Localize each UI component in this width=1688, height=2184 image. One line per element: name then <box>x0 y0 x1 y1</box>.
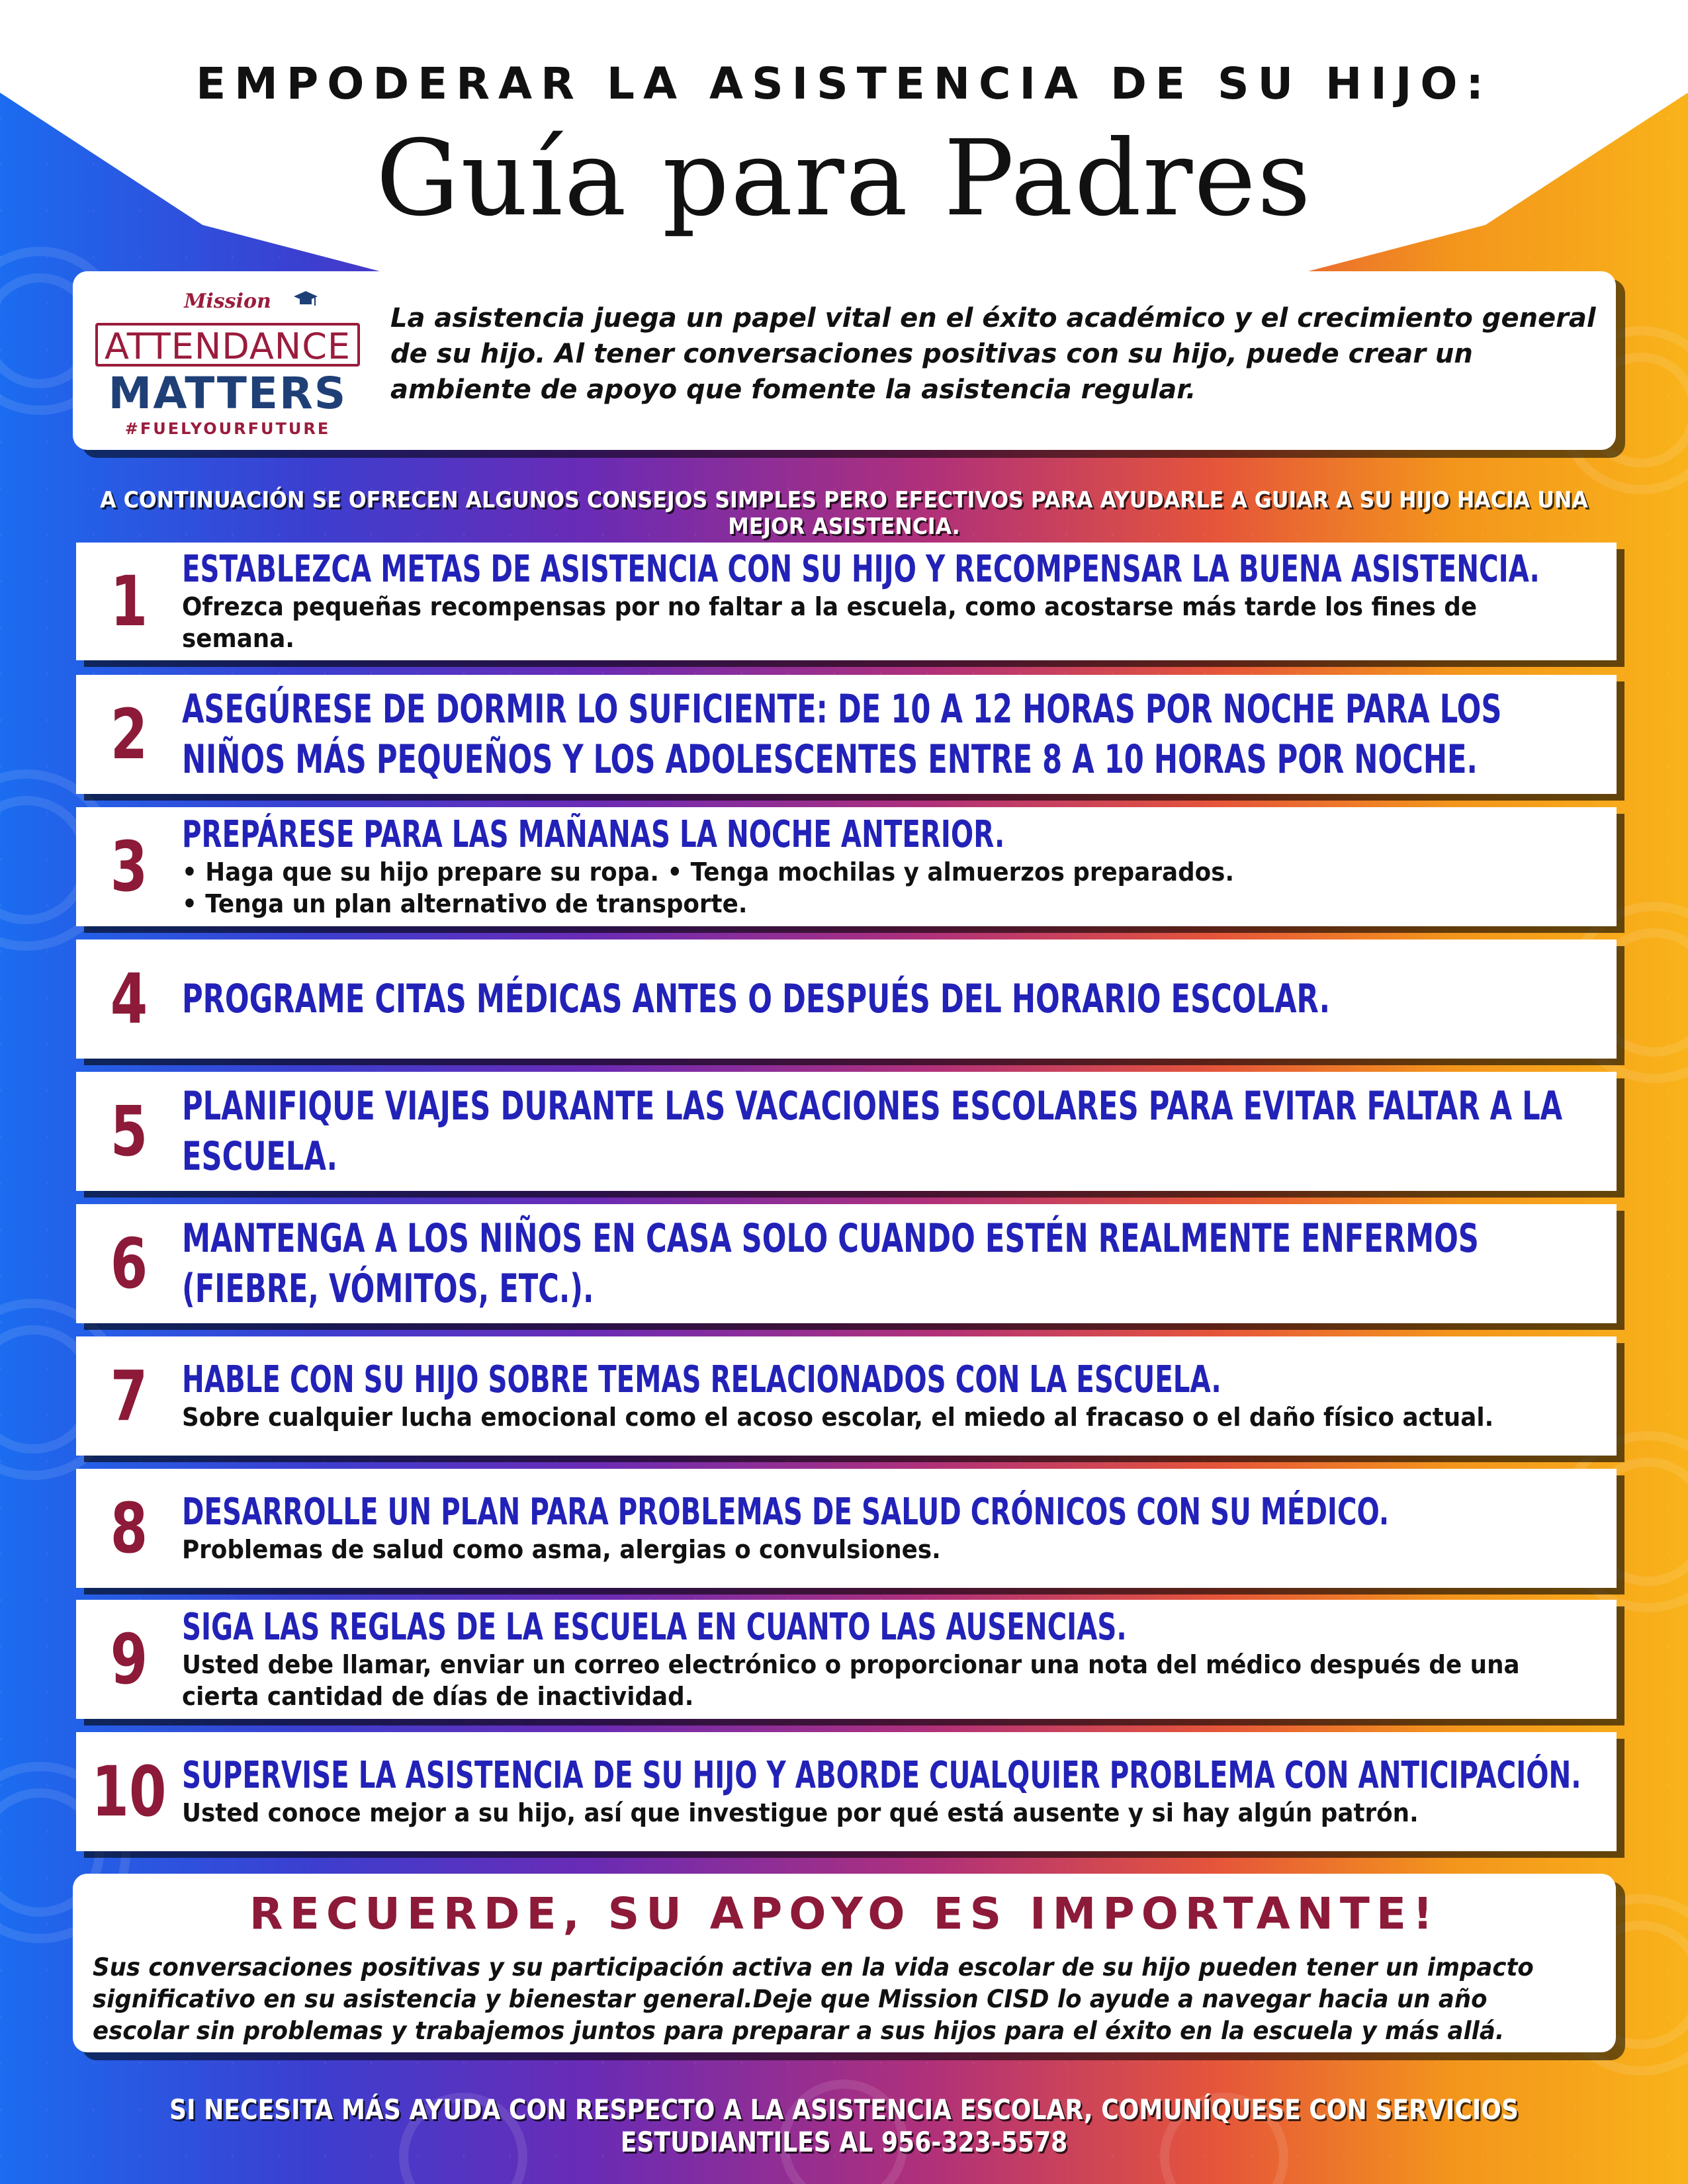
logo-mission-text: Mission <box>184 290 271 313</box>
tip-description: • Haga que su hijo prepare su ropa. • Tenga mochilas y almuerzos preparados. <box>182 857 1235 887</box>
tip-card-7 <box>76 1336 1617 1456</box>
tip-card-3 <box>76 807 1617 926</box>
tip-card-8 <box>76 1469 1617 1588</box>
tip-card-5 <box>76 1072 1617 1191</box>
tip-number: 2 <box>110 694 148 775</box>
tip-description: Ofrezca pequeñas recompensas por no faltar a la escuela, como acostarse más tarde los fines de semana. <box>182 592 1478 653</box>
tip-number: 8 <box>110 1488 148 1569</box>
tip-description: Sobre cualquier lucha emocional como el acoso escolar, el miedo al fracaso o el daño físico actual. <box>182 1403 1494 1432</box>
tip-description: Usted conoce mejor a su hijo, así que investigue por qué está ausente y si hay algún patrón. <box>182 1798 1419 1827</box>
tip-number: 3 <box>110 826 148 907</box>
tip-title: SUPERVISE LA ASISTENCIA DE SU HIJO Y ABORDE CUALQUIER PROBLEMA CON ANTICIPACIÓN. <box>182 1754 1581 1797</box>
tip-title: DESARROLLE UN PLAN PARA PROBLEMAS DE SALUD CRÓNICOS CON SU MÉDICO. <box>182 1491 1390 1534</box>
tip-description: Problemas de salud como asma, alergias o convulsiones. <box>182 1535 941 1564</box>
header-subtitle: EMPODERAR LA ASISTENCIA DE SU HIJO: <box>196 58 1492 109</box>
tip-number: 7 <box>110 1356 148 1436</box>
tip-title: PREPÁRESE PARA LAS MAÑANAS LA NOCHE ANTERIOR. <box>182 813 1005 856</box>
attendance-matters-logo <box>89 286 367 438</box>
tip-title: HABLE CON SU HIJO SOBRE TEMAS RELACIONADOS CON LA ESCUELA. <box>182 1358 1222 1401</box>
tip-card-10 <box>76 1732 1617 1851</box>
tip-number: 10 <box>91 1751 167 1832</box>
page-title: Guía para Padres <box>376 118 1312 240</box>
tips-intro: A CONTINUACIÓN SE OFRECEN ALGUNOS CONSEJOS SIMPLES PERO EFECTIVOS PARA AYUDARLE A GUIAR A SU HIJO HACIA UNA MEJOR ASISTENCIA. <box>100 487 1588 540</box>
tip-title: ASEGÚRESE DE DORMIR LO SUFICIENTE: DE 10 A 12 HORAS POR NOCHE PARA LOS NIÑOS MÁS PEQUEÑOS Y LOS ADOLESCENTES ENTRE 8 A 10 HORAS POR NOCHE. <box>182 686 1502 783</box>
tip-title: SIGA LAS REGLAS DE LA ESCUELA EN CUANTO LAS AUSENCIAS. <box>182 1606 1127 1649</box>
tip-card-9 <box>76 1600 1617 1719</box>
tip-number: 4 <box>110 959 148 1039</box>
tip-title: MANTENGA A LOS NIÑOS EN CASA SOLO CUANDO ESTÉN REALMENTE ENFERMOS (FIEBRE, VÓMITOS, ETC.). <box>182 1215 1479 1312</box>
tip-number: 9 <box>110 1619 148 1700</box>
tip-title: PLANIFIQUE VIAJES DURANTE LAS VACACIONES ESCOLARES PARA EVITAR FALTAR A LA ESCUELA. <box>182 1083 1563 1180</box>
tip-description-line-2: • Tenga un plan alternativo de transporte. <box>182 889 748 918</box>
tip-number: 5 <box>110 1091 148 1172</box>
intro-box <box>73 271 1616 450</box>
logo-hashtag: #FUELYOURFUTURE <box>124 419 331 438</box>
tip-card-2 <box>76 675 1617 794</box>
tip-card-6 <box>76 1204 1617 1323</box>
intro-text: La asistencia juega un papel vital en el éxito académico y el crecimiento general de su hijo. Al tener conversaciones positivas con su hijo, puede crear un ambiente de apoyo que fomente la asistencia regular. <box>390 303 1596 405</box>
logo-attendance-text: ATTENDANCE <box>95 323 360 367</box>
tip-title: PROGRAME CITAS MÉDICAS ANTES O DESPUÉS DEL HORARIO ESCOLAR. <box>182 976 1331 1022</box>
closing-box <box>73 1874 1616 2052</box>
tip-title: ESTABLEZCA METAS DE ASISTENCIA CON SU HIJO Y RECOMPENSAR LA BUENA ASISTENCIA. <box>182 548 1540 591</box>
tip-description: Usted debe llamar, enviar un correo electrónico o proporcionar una nota del médico después de una cierta cantidad de días de inactividad. <box>182 1650 1520 1711</box>
tip-card-4 <box>76 939 1617 1059</box>
tip-number: 1 <box>110 561 148 642</box>
closing-text: Sus conversaciones positivas y su participación activa en la vida escolar de su hijo pueden tener un impacto significativo en su asistencia y bienestar general.Deje que Mission CISD lo ayude a navegar hacia un año escolar sin problemas y trabajemos juntos para preparar a sus hijos para el éxito en la escuela y más allá. <box>93 1953 1534 2045</box>
tip-card-1 <box>76 543 1617 660</box>
closing-title: RECUERDE, SU APOYO ES IMPORTANTE! <box>249 1888 1440 1939</box>
tip-number: 6 <box>110 1223 148 1304</box>
logo-matters-text: MATTERS <box>108 368 347 419</box>
footer-contact: SI NECESITA MÁS AYUDA CON RESPECTO A LA ASISTENCIA ESCOLAR, COMUNÍQUESE CON SERVICIOS ESTUDIANTILES AL 956-323-5578 <box>169 2093 1519 2158</box>
